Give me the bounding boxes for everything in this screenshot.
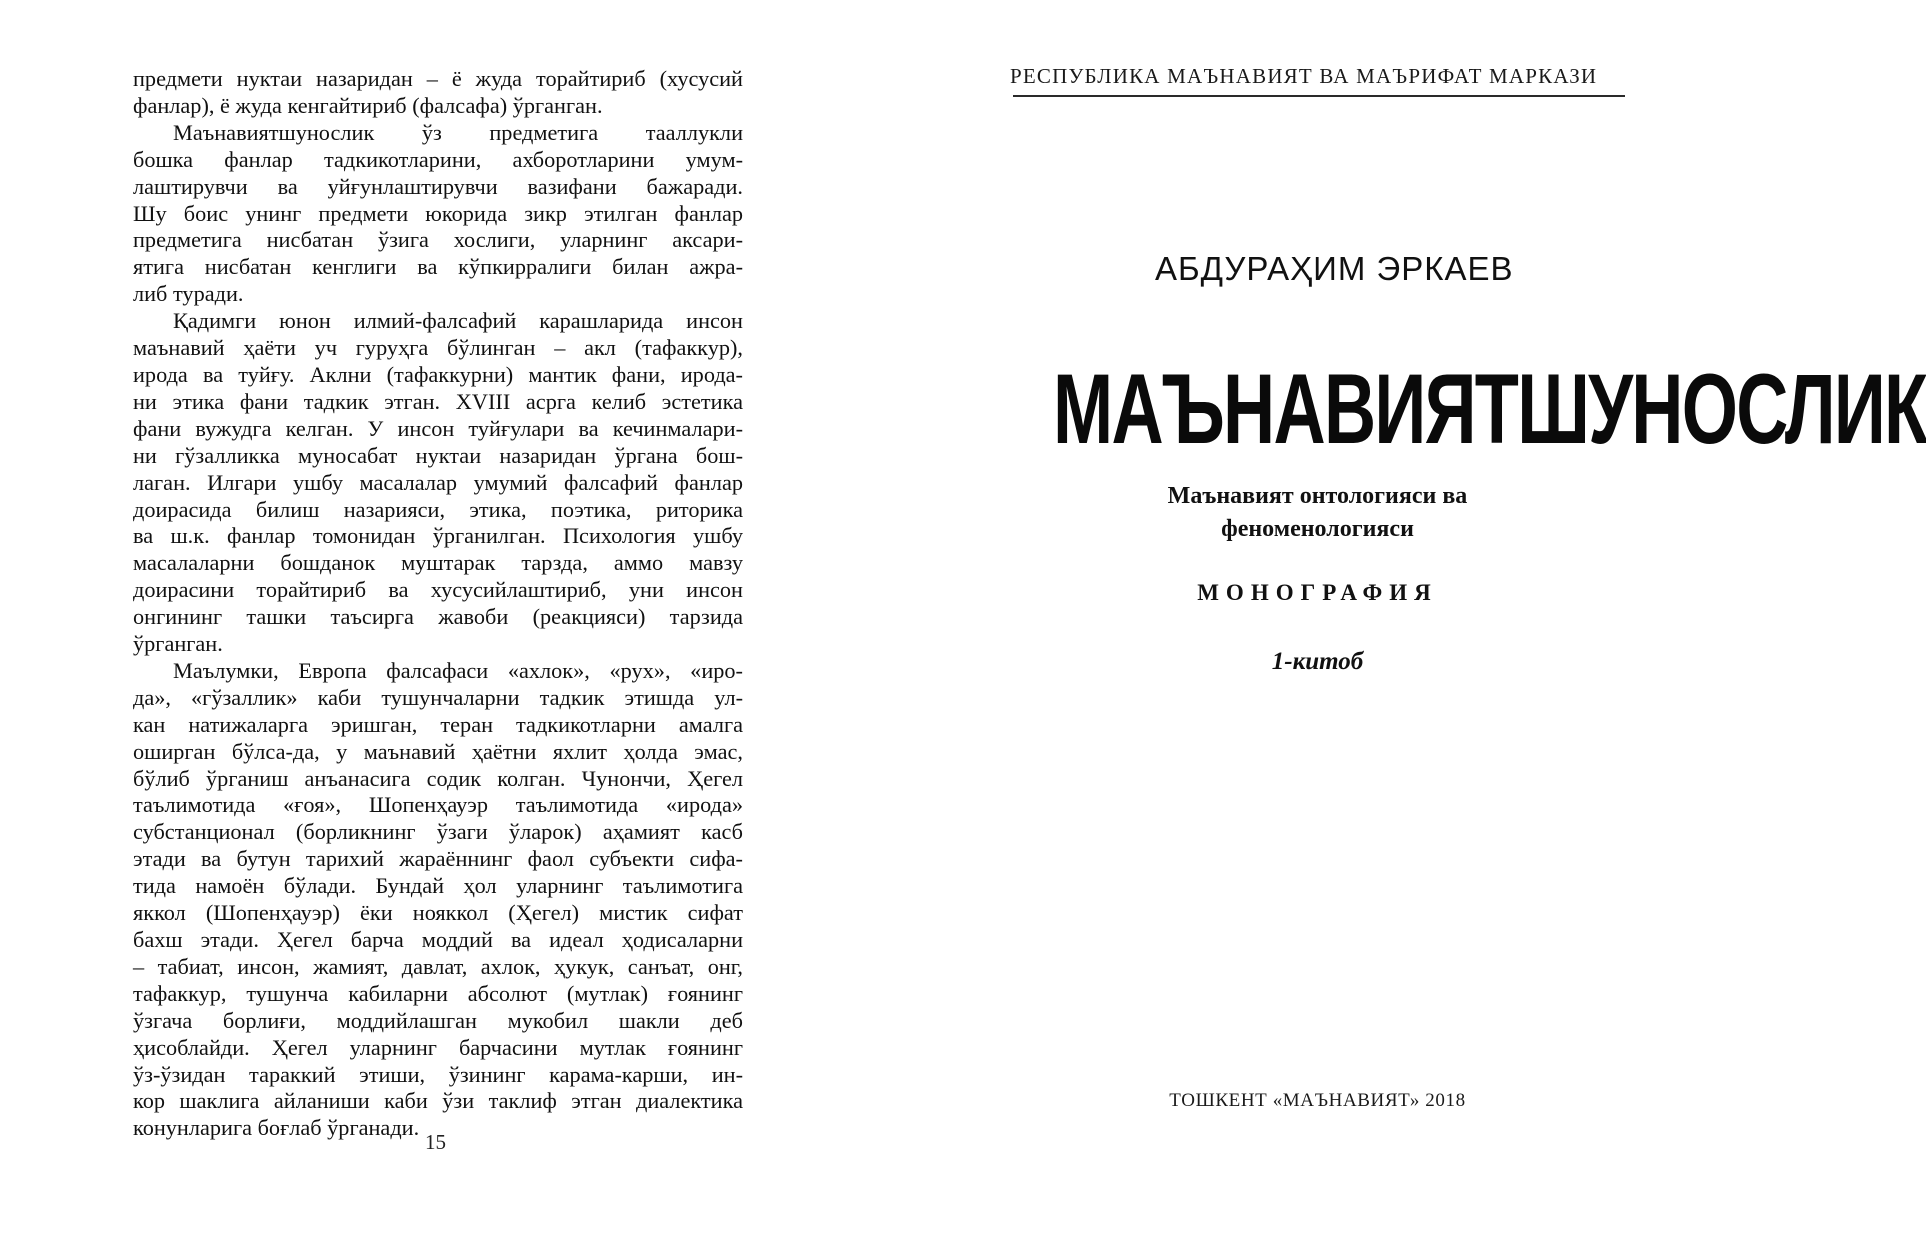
text-line: масалаларни бошданок муштарак тарзда, аммо мавзу [133,550,743,576]
text-line: маънавий ҳаёти уч гуруҳга бўлинган – акл (тафаккур), [133,335,743,361]
subtitle-line-1: Маънавият онтологияси ва [1167,483,1468,509]
text-line: онгининг ташки таъсирга жавоби (реакцияси) тарзида [133,604,743,630]
volume-label: 1-китоб [1271,648,1364,675]
subtitle-line-2: феноменологияси [1221,516,1414,542]
text-line: тафаккур, тушунча кабиларни абсолют (мутлак) ғоянинг [133,980,743,1006]
page-number: 15 [425,1130,446,1154]
text-line: ва ш.к. фанлар томонидан ўрганилган. Психология ушбу [133,523,743,549]
author-name: АБДУРАҲИМ ЭРКАЕВ [1155,250,1514,287]
left-page [0,0,877,1240]
text-line: тида намоён бўлади. Бундай ҳол уларнинг таълимотига [133,873,743,899]
text-line: ўзгача борлиғи, моддийлашган мукобил шакли деб [133,1007,743,1033]
text-line: ҳисоблайди. Ҳегел уларнинг барчасини мутлак ғоянинг [133,1034,743,1060]
header-divider [1013,95,1625,97]
imprint: ТОШКЕНТ «МАЪНАВИЯТ» 2018 [1169,1090,1466,1111]
paragraph-4 [133,658,743,1142]
text-line: этади ва бутун тарихий жараённинг фаол субъекти сифа- [133,846,743,872]
body-text [133,66,743,1142]
text-line: предмети нуктаи назаридан – ё жуда торайтириб (хусусий [133,66,743,91]
text-line: ни этика фани тадкик этган. XVIII асрга келиб эстетика [133,388,743,414]
text-line: бўлиб ўрганиш анъанасига содик колган. Чунончи, Ҳегел [133,765,743,791]
text-line: кор шаклига айланиши каби ўзи таклиф этган диалектика [133,1088,743,1114]
text-line: бахш этади. Ҳегел барча моддий ва идеал ҳодисаларни [133,927,743,952]
text-line: Қадимги юнон илмий-фалсафий карашларида инсон [173,308,743,334]
text-line: доирасида билиш назарияси, этика, поэтика, риторика [133,496,743,522]
paragraph-1 [133,66,743,120]
text-line: лаштирувчи ва уйғунлаштирувчи вазифани бажаради. [133,173,743,199]
text-line: бошка фанлар тадкикотларини, ахборотларини умум- [133,146,743,172]
text-line: ўз-ўзидан тараккий этиши, ўзининг карама-карши, ин- [133,1061,743,1087]
text-line: яккол (Шопенҳауэр) ёки нояккол (Ҳегел) мистик сифат [133,900,743,926]
text-line: доирасини торайтириб ва хусусийлаштириб, уни инсон [133,577,743,603]
text-line: да», «гўзаллик» каби тушунчаларни тадкик этишда ул- [133,684,743,710]
text-line: – табиат, инсон, жамият, давлат, ахлок, ҳукук, санъат, онг, [133,953,743,979]
text-line: конунларига боғлаб ўрганади. [133,1115,420,1141]
right-page [877,0,1926,1240]
book-subtitle [1010,480,1625,546]
text-line: предметига нисбатан ўзига хослиги, уларнинг аксари- [133,227,743,253]
book-genre: МОНОГРАФИЯ [1197,580,1438,605]
text-line: фанлар), ё жуда кенгайтириб (фалсафа) ўрганган. [133,92,603,118]
text-line: ўрганган. [133,631,223,657]
paragraph-3 [133,308,743,658]
text-line: ни гўзалликка муносабат нуктаи назаридан ўргана бош- [133,442,743,468]
text-line: ятига нисбатан кенглиги ва кўпкирралиги билан ажра- [133,254,743,280]
text-line: кан натижаларга эришган, теран тадкикотларни амалга [133,711,743,737]
text-line: оширган бўлса-да, у маънавий ҳаётни яхлит ҳолда эмас, [133,738,743,764]
text-line: фани вужудга келган. У инсон туйғулари ва кечинмалари- [133,415,743,441]
text-line: ирода ва туйғу. Аклни (тафаккурни) мантик фани, ирода- [133,361,743,387]
text-line: лаган. Илгари ушбу масалалар умумий фалсафий фанлар [133,469,743,495]
text-line: Маънавиятшунослик ўз предметига тааллукли [173,119,743,145]
publisher-header: РЕСПУБЛИКА МАЪНАВИЯТ ВА МАЪРИФАТ МАРКАЗИ [1010,64,1598,88]
text-line: Шу боис унинг предмети юкорида зикр этилган фанлар [133,200,743,226]
text-line: таълимотида «ғоя», Шопенҳауэр таълимотида «ирода» [133,792,743,818]
book-title: МАЪНАВИЯТШУНОСЛИК [1053,353,1926,465]
text-line: Маълумки, Европа фалсафаси «ахлок», «рух», «иро- [173,657,743,683]
text-line: субстанционал (борликнинг ўзаги ўларок) аҳамият касб [133,819,743,845]
text-line: либ туради. [133,281,244,307]
paragraph-2 [133,120,743,308]
